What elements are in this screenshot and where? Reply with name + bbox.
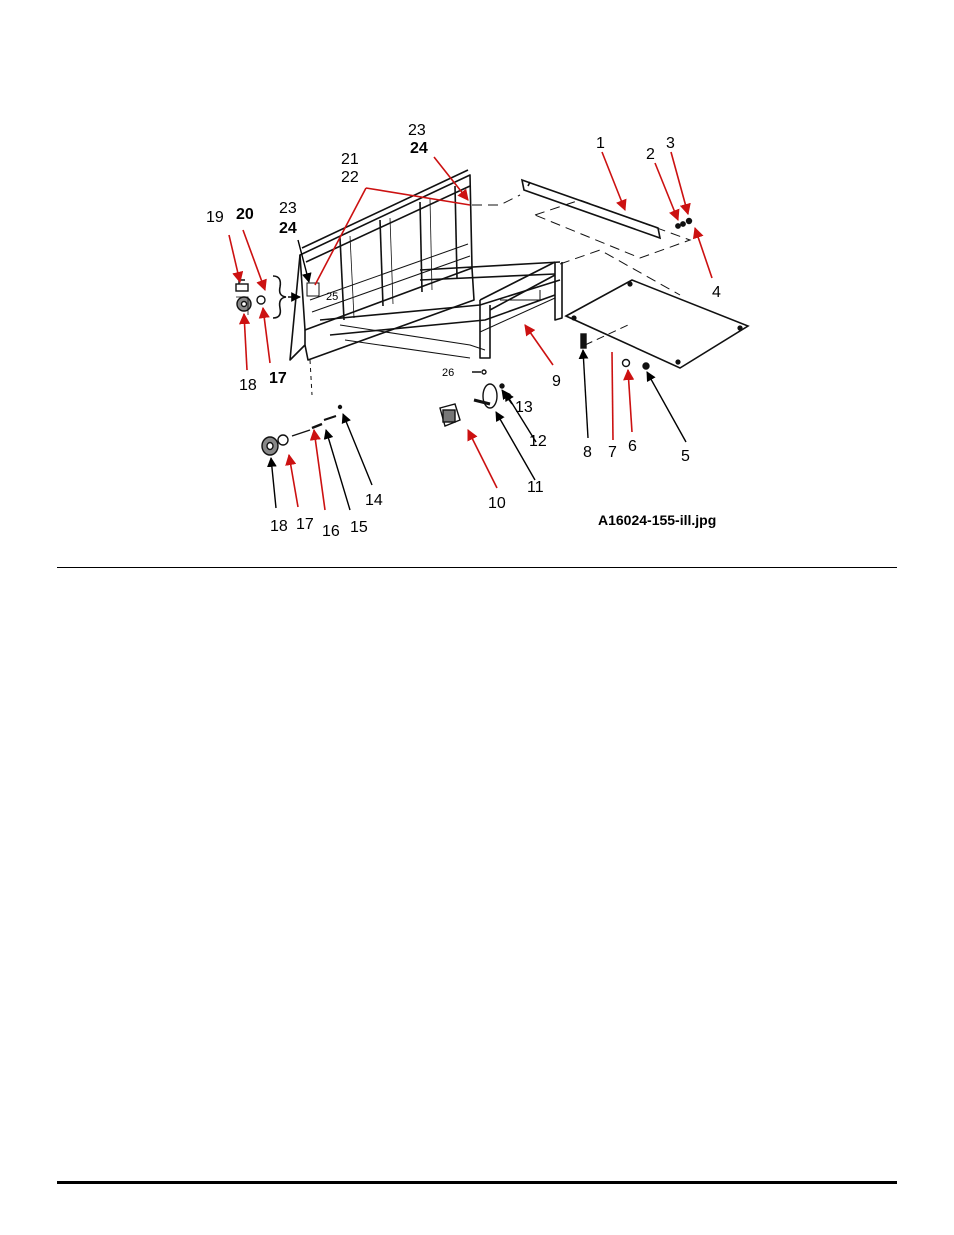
callout-24-top: 24	[410, 140, 428, 157]
callout-17-lower: 17	[296, 516, 314, 533]
callout-22: 22	[341, 169, 359, 186]
callout-15: 15	[350, 519, 368, 536]
callout-13: 13	[515, 399, 533, 416]
callout-4: 4	[712, 284, 721, 301]
horizontal-rule-bottom	[57, 1181, 897, 1184]
callout-11: 11	[527, 479, 544, 496]
callout-16: 16	[322, 523, 340, 540]
callout-3: 3	[666, 135, 675, 152]
blade-assembly	[290, 170, 680, 395]
callout-21: 21	[341, 151, 359, 168]
callout-6: 6	[628, 438, 637, 455]
callout-18-lower: 18	[270, 518, 288, 535]
callout-1: 1	[596, 135, 605, 152]
callout-9: 9	[552, 373, 561, 390]
leader-lines-black	[271, 240, 686, 510]
callout-24-left: 24	[279, 220, 297, 237]
exploded-parts-diagram	[0, 0, 954, 560]
callout-8: 8	[583, 444, 592, 461]
callout-25: 25	[326, 291, 339, 303]
callout-26: 26	[442, 367, 455, 379]
callout-23-left: 23	[279, 200, 297, 217]
horizontal-rule-top	[57, 567, 897, 568]
callout-7: 7	[608, 444, 617, 461]
cutting-edge-bar	[522, 180, 690, 258]
callout-14: 14	[365, 492, 383, 509]
callout-19: 19	[206, 209, 224, 226]
callout-2: 2	[646, 146, 655, 163]
callout-17-upper: 17	[269, 370, 287, 387]
callout-12: 12	[529, 433, 547, 450]
callout-20: 20	[236, 206, 254, 223]
figure-filename: A16024-155-ill.jpg	[598, 512, 717, 528]
callout-labels	[206, 122, 721, 540]
callout-23-top: 23	[408, 122, 426, 139]
callout-18-upper: 18	[239, 377, 257, 394]
callout-10: 10	[488, 495, 506, 512]
callout-5: 5	[681, 448, 690, 465]
